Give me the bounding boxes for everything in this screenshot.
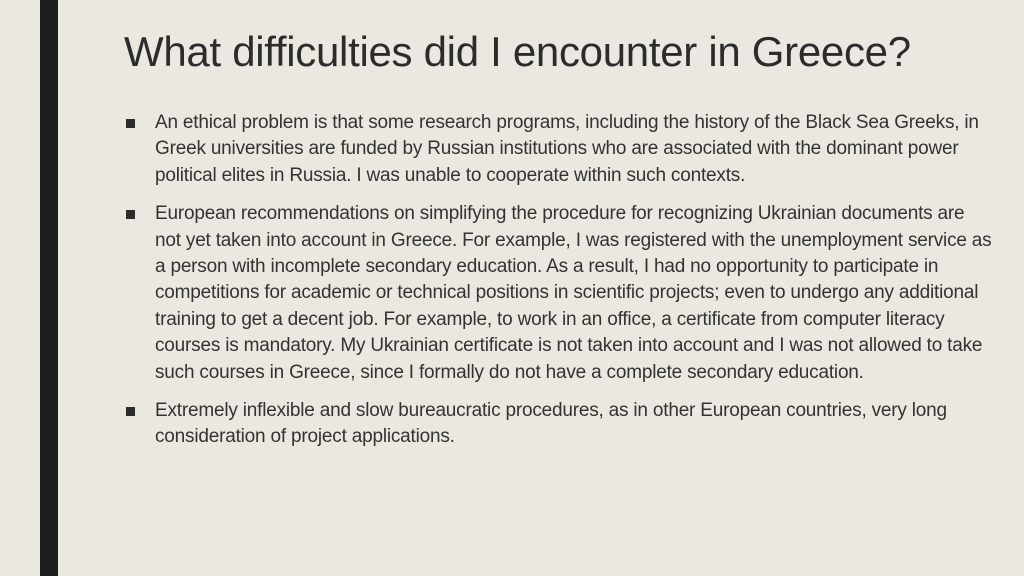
bullet-item (124, 398, 994, 451)
square-bullet-icon (126, 407, 135, 416)
bullet-list (124, 110, 994, 463)
square-bullet-icon (126, 119, 135, 128)
bullet-text: An ethical problem is that some research programs, including the history of the Black Sea Greeks, in Greek universities are funded by Russian institutions who are associated with the dominant power political elites in Russia. I was unable to cooperate within such contexts. (155, 112, 979, 186)
bullet-text: Extremely inflexible and slow bureaucratic procedures, as in other European countries, very long consideration of project applications. (155, 400, 947, 448)
bullet-text: European recommendations on simplifying the procedure for recognizing Ukrainian documents are not yet taken into account in Greece. For example, I was registered with the unemployment service as a person with incomplete secondary education. As a result, I had no opportunity to participate in competitions for academic or technical positions in scientific projects; even to undergo any additional training to get a decent job. For example, to work in an office, a certificate from computer literacy courses is mandatory. My Ukrainian certificate is not taken into account and I was not allowed to take such courses in Greece, since I formally do not have a complete secondary education. (155, 203, 992, 383)
left-accent-bar (40, 0, 58, 576)
slide-title: What difficulties did I encounter in Greece? (124, 28, 911, 75)
square-bullet-icon (126, 210, 135, 219)
bullet-item (124, 201, 994, 386)
bullet-item (124, 110, 994, 189)
